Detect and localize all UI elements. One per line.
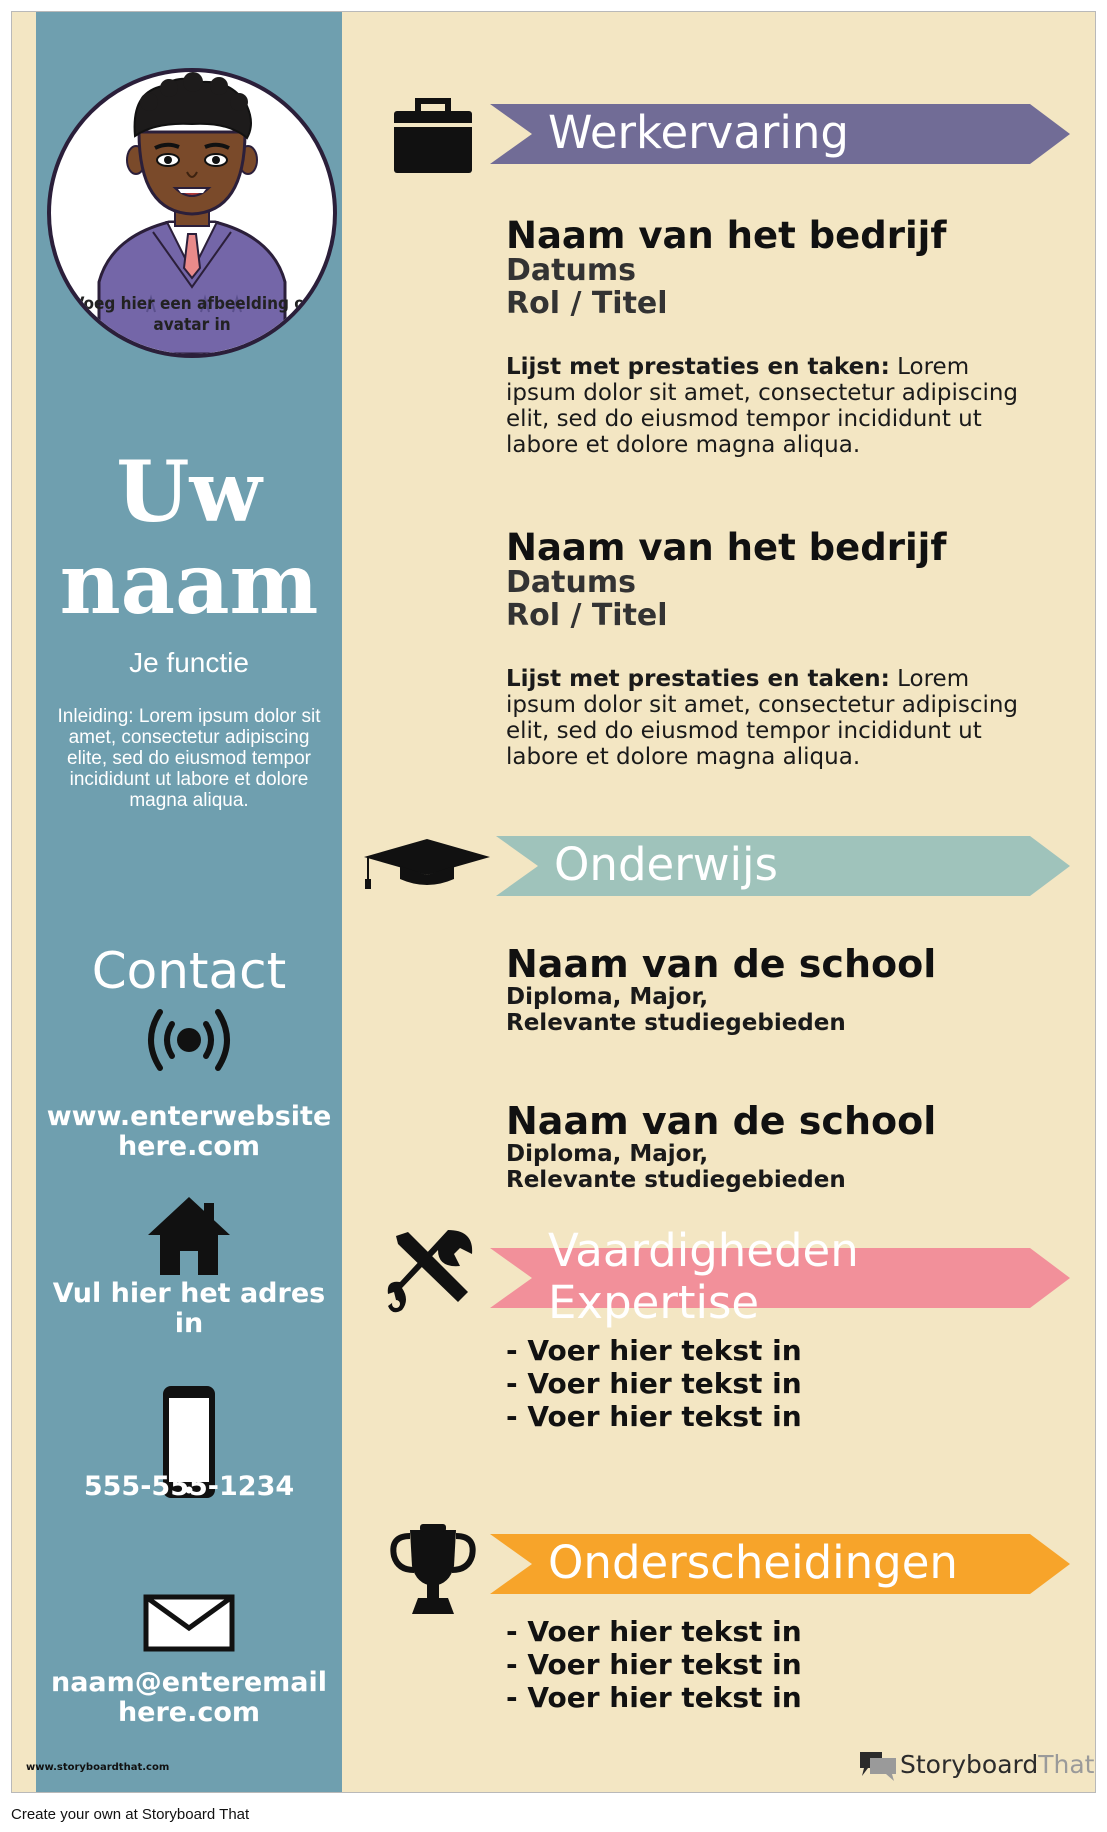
list-item: - Voer hier tekst in xyxy=(506,1367,802,1400)
brand-story: Storyboard xyxy=(900,1750,1039,1779)
duties-label: Lijst met prestaties en taken: xyxy=(506,354,890,380)
brand-text xyxy=(900,1750,1094,1779)
trophy-icon xyxy=(388,1522,478,1616)
work-role: Rol / Titel xyxy=(506,286,668,321)
avatar[interactable] xyxy=(47,68,337,358)
name-line-1: Uw xyxy=(116,442,262,541)
skills-list xyxy=(506,1334,802,1433)
work-entry xyxy=(506,526,947,633)
envelope-icon xyxy=(143,1594,235,1652)
list-item: - Voer hier tekst in xyxy=(506,1648,802,1681)
section-title-work: Werkervaring xyxy=(548,106,849,159)
create-your-own-link[interactable]: Create your own at Storyboard That xyxy=(11,1806,250,1823)
website-link[interactable]: www.enterwebsite here.com xyxy=(46,1101,332,1162)
work-duties xyxy=(506,354,1046,458)
broadcast-icon xyxy=(144,1004,234,1076)
email-link[interactable]: naam@enteremail here.com xyxy=(50,1667,328,1728)
house-icon xyxy=(146,1195,232,1277)
list-item: - Voer hier tekst in xyxy=(506,1334,802,1367)
speech-bubbles-icon xyxy=(858,1748,898,1782)
resume-poster xyxy=(11,11,1096,1793)
education-entry xyxy=(506,944,936,1036)
section-title-education: Onderwijs xyxy=(554,838,778,891)
school-name: Naam van de school xyxy=(506,942,937,986)
list-item: - Voer hier tekst in xyxy=(506,1400,802,1433)
introduction: Inleiding: Lorem ipsum dolor sit amet, consectetur adipiscing elite, sed do eiusmod tempor incididunt ut labore et dolore magna aliqua. xyxy=(57,706,321,811)
brand-that: That xyxy=(1038,1750,1095,1779)
section-banner-work xyxy=(490,104,1070,164)
work-dates: Datums xyxy=(506,565,636,600)
work-duties xyxy=(506,666,1046,770)
skills-title-line-1: Vaardigheden xyxy=(548,1224,859,1277)
duties-label: Lijst met prestaties en taken: xyxy=(506,666,890,692)
skills-title-line-2: Expertise xyxy=(548,1276,760,1329)
duties-text: Lorem ipsum dolor sit amet, consectetur adipiscing elit, sed do eiusmod tempor incididunt ut labore et dolore magna aliqua. xyxy=(506,666,1019,770)
address-text: Vul hier het adres in xyxy=(52,1278,326,1339)
section-banner-skills xyxy=(490,1224,1070,1329)
storyboardthat-logo[interactable] xyxy=(858,1748,1095,1784)
company-name: Naam van het bedrijf xyxy=(506,214,947,257)
school-name: Naam van de school xyxy=(506,1099,937,1143)
contact-title: Contact xyxy=(91,942,287,1000)
section-title-awards: Onderscheidingen xyxy=(548,1536,958,1589)
work-dates: Datums xyxy=(506,253,636,288)
job-title: Je functie xyxy=(129,647,249,678)
degree-line-1: Diploma, Major, xyxy=(506,1141,709,1167)
degree-line-2: Relevante studiegebieden xyxy=(506,1010,846,1036)
list-item: - Voer hier tekst in xyxy=(506,1615,802,1648)
sidebar xyxy=(36,12,342,1793)
section-banner-awards xyxy=(490,1534,1070,1594)
storyboardthat-url[interactable]: www.storyboardthat.com xyxy=(26,1762,170,1773)
list-item: - Voer hier tekst in xyxy=(506,1681,802,1714)
work-entry xyxy=(506,214,947,321)
briefcase-icon xyxy=(392,97,474,175)
your-name xyxy=(36,442,342,633)
graduation-cap-icon xyxy=(362,835,492,891)
degree-line-2: Relevante studiegebieden xyxy=(506,1167,846,1193)
section-title-skills xyxy=(548,1225,859,1329)
section-banner-education xyxy=(496,836,1070,896)
tools-icon xyxy=(386,1226,478,1318)
degree-line-1: Diploma, Major, xyxy=(506,984,709,1010)
education-entry xyxy=(506,1101,936,1193)
work-role: Rol / Titel xyxy=(506,598,668,633)
phone-number[interactable]: 555-555-1234 xyxy=(83,1471,295,1502)
company-name: Naam van het bedrijf xyxy=(506,526,947,569)
awards-list xyxy=(506,1615,802,1714)
avatar-caption: Voeg hier een afbeelding of avatar in xyxy=(72,294,312,335)
name-line-2: naam xyxy=(59,534,319,633)
duties-text: Lorem ipsum dolor sit amet, consectetur adipiscing elit, sed do eiusmod tempor incididunt ut labore et dolore magna aliqua. xyxy=(506,354,1019,458)
